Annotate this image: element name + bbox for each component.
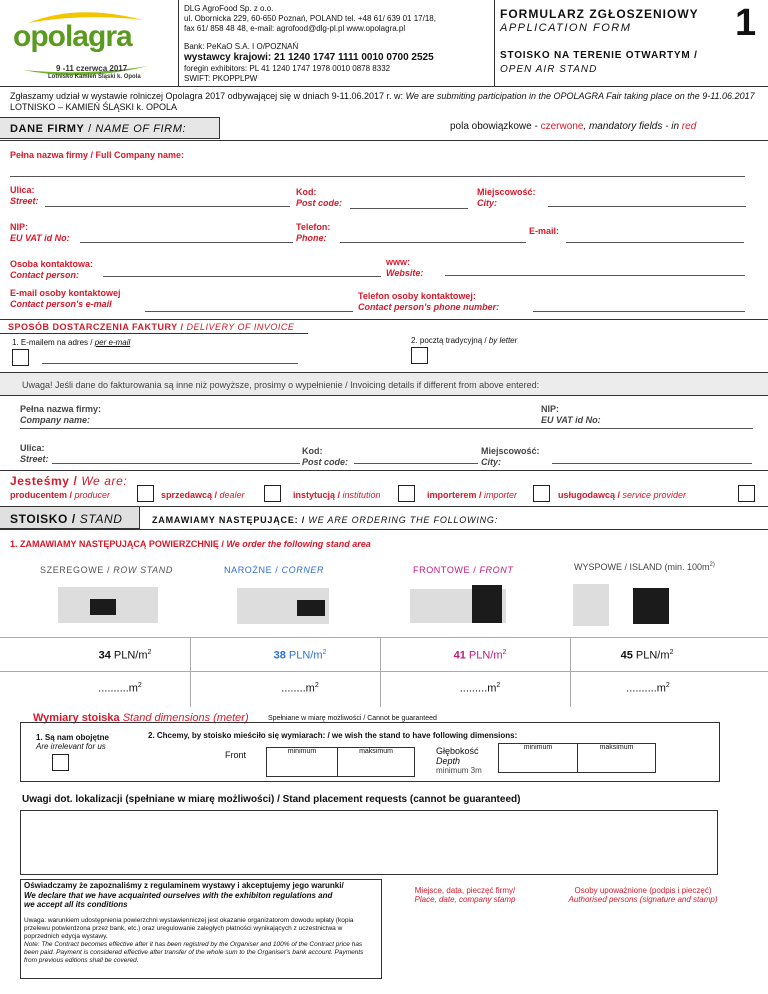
contact-phone-field[interactable]	[533, 311, 745, 312]
inv-city-field[interactable]	[552, 463, 752, 464]
mandatory-en: , mandatory fields - in	[583, 121, 682, 132]
invoice-email-field[interactable]	[42, 363, 298, 364]
stand-title: STOISKO / STAND	[10, 512, 123, 526]
logo-place: Lotnisko Kamień Śląski k. Opola	[48, 74, 141, 80]
full-name-label: Pełna nazwa firmy / Full Company name:	[10, 150, 185, 160]
area-row-field[interactable]: $..........m^2$	[98, 682, 142, 695]
www-label: www: Website:	[386, 257, 424, 278]
email-field[interactable]	[566, 242, 744, 243]
we-are-institution: instytucją / institution	[293, 490, 381, 500]
declaration-note: Note: The Contract becomes effective after it has been registred by the Organiser and 100% of the Contract price has been paid. Payment is considered effective after transfer of the whole sum to the Organiser's bank account. Payments from previous editions shall be covered.	[24, 941, 364, 964]
postcode-field[interactable]	[350, 208, 468, 209]
area-corner-field[interactable]: $........m^2$	[281, 682, 319, 695]
type-row-label: SZEREGOWE / ROW STAND	[40, 565, 173, 575]
form-number: 1	[735, 2, 757, 44]
swift: SWIFT: PKOPPLPW	[184, 74, 258, 83]
service-checkbox[interactable]	[738, 485, 755, 502]
company-name: DLG AgroFood Sp. z o.o.	[184, 4, 274, 13]
intro-place: LOTNISKO – KAMIEŃ ŚLĄSKI k. OPOLA	[10, 102, 178, 112]
contact-field[interactable]	[103, 276, 381, 277]
mandatory-red-en: red	[681, 121, 697, 132]
invoice-email-option: 1. E-mailem na adres / per e-mail	[12, 338, 131, 347]
declaration-en: We declare that we have acquainted ourselves with the exhibiton regulations and we accept all its conditions	[24, 891, 333, 909]
dealer-checkbox[interactable]	[264, 485, 281, 502]
mandatory-note	[450, 121, 696, 132]
dims-title: Wymiary stoiska Stand dimensions (meter)	[33, 712, 249, 724]
logo-text: opolagra	[13, 20, 132, 53]
front-label: Front	[225, 750, 247, 760]
invoice-title-en: DELIVERY OF INVOICE	[186, 322, 295, 332]
island-stand-diagram	[573, 584, 679, 626]
we-are-service: usługodawcą / service provider	[558, 490, 687, 500]
account-pl: wystawcy krajowi: 21 1240 1747 1111 0010 0700 2525	[184, 52, 434, 63]
order-subtitle: 1. ZAMAWIAMY NASTĘPUJĄCĄ POWIERZCHNIĘ / We order the following stand area	[10, 539, 371, 549]
front-max-field[interactable]: maksimum	[337, 747, 415, 777]
declaration-pl: Oświadczamy że zapoznaliśmy z regulaminem wystawy i akceptujemy jego warunki/	[24, 881, 344, 890]
street-field[interactable]	[45, 206, 290, 207]
www-field[interactable]	[445, 275, 745, 276]
area-island-field[interactable]: $..........m^2$	[626, 682, 670, 695]
postcode-label: Kod: Post code:	[296, 187, 343, 208]
street-label: Ulica: Street:	[10, 185, 39, 206]
dims-opt2: 2. Chcemy, by stoisko mieściło się wymiarach: / we wish the stand to have following dimensions:	[148, 731, 518, 740]
firm-title-pl: DANE FIRMY	[10, 123, 85, 135]
inv-postcode-label: Kod: Post code:	[302, 446, 349, 467]
inv-street-field[interactable]	[52, 463, 300, 464]
company-info	[184, 4, 436, 34]
authorised-label: Osoby upoważnione (podpis i pieczęć) Authorised persons (signature and stamp)	[568, 886, 718, 904]
declaration-warning: Uwaga: warunkiem udostępnienia powierzchni wystawienniczej jest okazanie organizatorom dowodu wpłaty (kopia przelewu potwierdzona przez bank, etc.) oraz uregulowanie zaległych płatności wynikających z uczestnictwa w poprzednich edycja wystawy.	[24, 917, 354, 940]
inv-street-label: Ulica: Street:	[20, 443, 49, 464]
front-min-field[interactable]: minimum	[266, 747, 338, 777]
order-title: ZAMAWIAMY NASTĘPUJĄCE: / WE ARE ORDERING THE FOLLOWING:	[152, 515, 499, 525]
row-stand-diagram	[58, 587, 158, 623]
price-corner: 38 PLN/$m^2$	[273, 649, 327, 662]
invoice-title	[8, 322, 294, 332]
contact-email-label: E-mail osoby kontaktowej Contact person's e-mail	[10, 288, 121, 309]
intro-text	[10, 91, 760, 113]
contact-label: Osoba kontaktowa: Contact person:	[10, 259, 94, 280]
logo-dates: 9 -11 czerwca 2017	[56, 64, 128, 73]
city-label: Miejscowość: City:	[477, 187, 536, 208]
full-name-field[interactable]	[10, 176, 745, 177]
invoice-different-note: Uwaga! Jeśli dane do fakturowania są inne niż powyższe, prosimy o wypełnienie / Invoicing details if different from above entered:	[22, 380, 540, 390]
phone-field[interactable]	[340, 242, 526, 243]
price-front: 41 PLN/$m^2$	[453, 649, 507, 662]
depth-max-field[interactable]: maksimum	[577, 743, 656, 773]
we-are-importer: importerem / importer	[427, 490, 518, 500]
inv-nip-label: NIP: EU VAT id No:	[541, 404, 601, 425]
invoice-title-pl: SPOSÓB DOSTARCZENIA FAKTURY /	[8, 322, 187, 332]
type-front-label: FRONTOWE / FRONT	[413, 565, 514, 575]
firm-title: DANE FIRMY / NAME OF FIRM:	[10, 123, 187, 135]
inv-name-label: Pełna nazwa firmy: Company name:	[20, 404, 102, 425]
email-label: E-mail:	[529, 226, 560, 236]
contact-email-field[interactable]	[145, 311, 353, 312]
importer-checkbox[interactable]	[533, 485, 550, 502]
dims-opt1: 1. Są nam obojętne Are irrelevant for us	[36, 733, 109, 751]
invoice-email-checkbox[interactable]	[12, 349, 29, 366]
depth-label: Głębokość Depth minimum 3m	[436, 746, 482, 775]
front-stand-diagram	[410, 585, 506, 625]
mandatory-red: czerwone	[540, 121, 584, 132]
form-title-en: APPLICATION FORM	[500, 22, 632, 34]
city-field[interactable]	[548, 206, 746, 207]
price-island: 45 PLN/$m^2$	[620, 649, 674, 662]
phone-label: Telefon: Phone:	[296, 222, 331, 243]
account-foreign: foregin exhibitors: PL 41 1240 1747 1978 0010 0878 8332	[184, 64, 391, 73]
stand-type: STOISKO NA TERENIE OTWARTYM /	[500, 50, 698, 61]
stand-type-en: OPEN AIR STAND	[500, 64, 598, 75]
place-date-label: Miejsce, data, pieczęć firmy/ Place, date, company stamp	[414, 886, 516, 904]
inv-city-label: Miejscowość: City:	[481, 446, 540, 467]
logo	[8, 8, 158, 83]
depth-min-field[interactable]: minimum	[498, 743, 578, 773]
mandatory-pl: pola obowiązkowe -	[450, 121, 541, 132]
invoice-post-checkbox[interactable]	[411, 347, 428, 364]
company-address: ul. Obornicka 229, 60-650 Poznań, POLAND tel. +48 61/ 639 01 17/18,	[184, 14, 436, 23]
nip-field[interactable]	[80, 242, 293, 243]
price-row: 34 PLN/$m^2$	[98, 649, 152, 662]
company-contact: fax 61/ 858 48 48, e-mail: agrofood@dlg-pl.pl www.opolagra.pl	[184, 24, 406, 33]
bank-name: Bank: PeKaO S.A. I O/POZNAŃ	[184, 42, 299, 51]
corner-stand-diagram	[237, 588, 329, 624]
firm-title-en: NAME OF FIRM:	[95, 123, 187, 135]
intro-pl: Zgłaszamy udział w wystawie rolniczej Opolagra 2017 odbywającej się w dniach 9-11.06.2017 r. w:	[10, 91, 404, 101]
institution-checkbox[interactable]	[398, 485, 415, 502]
area-front-field[interactable]: $.........m^2$	[459, 682, 501, 695]
dims-irrelevant-checkbox[interactable]	[52, 754, 69, 771]
inv-name-field[interactable]	[20, 428, 753, 429]
contact-phone-label: Telefon osoby kontaktowej: Contact person's phone number:	[358, 291, 500, 312]
location-field[interactable]	[20, 810, 718, 875]
producer-checkbox[interactable]	[137, 485, 154, 502]
invoice-post-option: 2. pocztą tradycyjną / by letter	[411, 336, 518, 345]
dims-note: Spełniane w miarę możliwości / Cannot be guaranteed	[268, 715, 437, 722]
type-island-label: WYSPOWE / ISLAND (min. $100m^{2)}$	[574, 562, 715, 572]
nip-label: NIP: EU VAT id No:	[10, 222, 70, 243]
inv-postcode-field[interactable]	[354, 463, 478, 464]
location-title: Uwagi dot. lokalizacji (spełniane w miarę możliwości) / Stand placement requests (cannot be guaranteed)	[22, 794, 521, 805]
form-title: FORMULARZ ZGŁOSZENIOWY	[500, 7, 699, 21]
intro-en: We are submiting participation in the OPOLAGRA Fair taking place on the 9-11.06.2017	[405, 91, 755, 101]
we-are-producer: producentem / producer	[10, 490, 111, 500]
type-corner-label: NAROŻNE / CORNER	[224, 565, 325, 575]
we-are-dealer: sprzedawcą / dealer	[161, 490, 245, 500]
we-are-title: Jesteśmy / We are:	[10, 474, 128, 488]
